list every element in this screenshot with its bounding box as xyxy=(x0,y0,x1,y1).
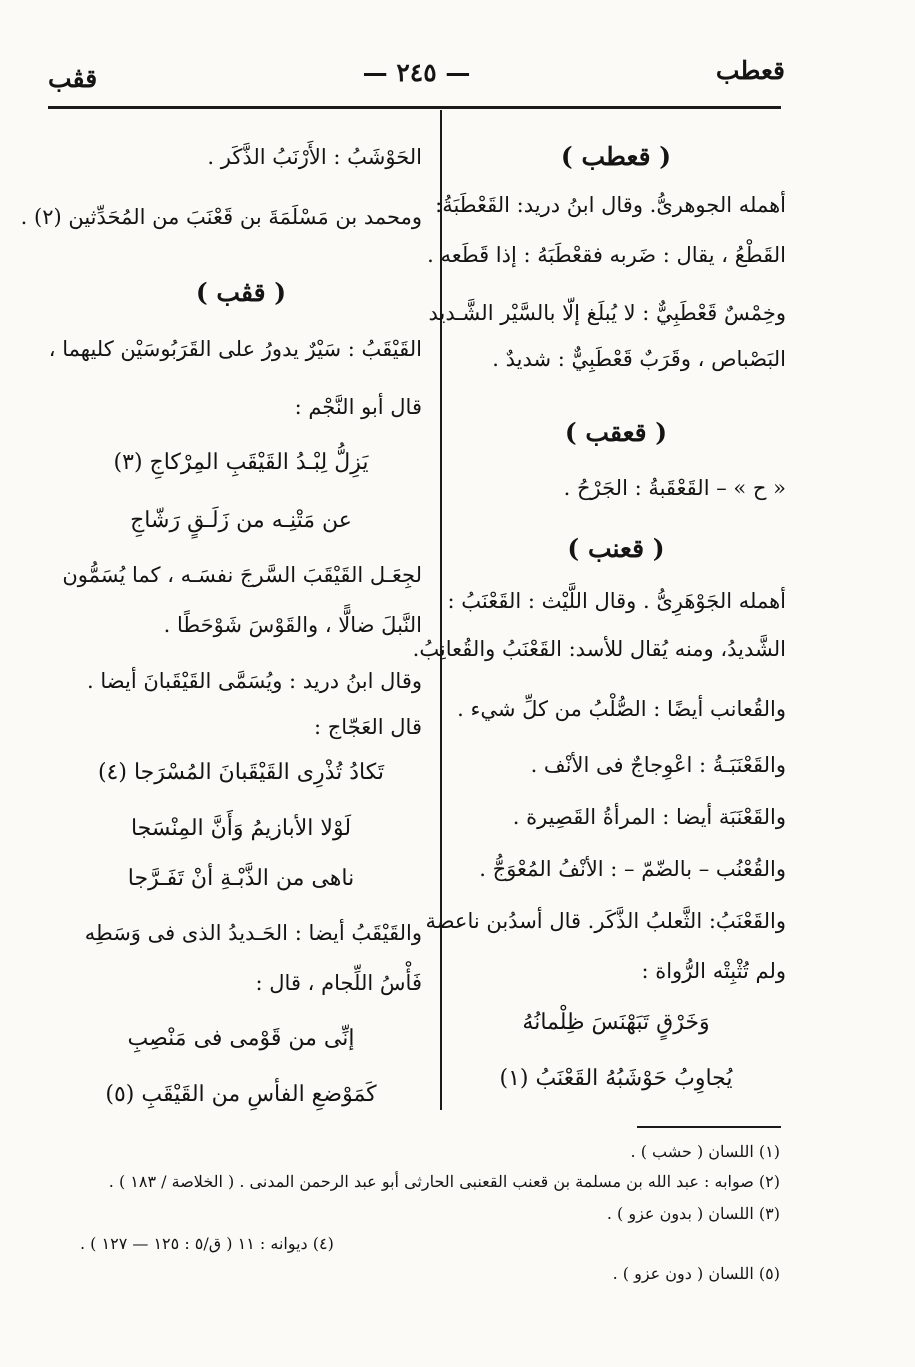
footnote-4: (٤) ديوانه : ١١ ( ق/٥ : ١٢٥ — ١٢٧ ) . xyxy=(80,1234,334,1253)
header-right-word: قعطب xyxy=(715,56,785,85)
text-line: « ح » – القَعْقَبةُ : الجَرْحُ . xyxy=(563,476,786,500)
page-number: — ٢٤٥ — xyxy=(362,58,471,87)
text-line: القَطْعُ ، يقال : ضَربه فقعْطَبَهُ : إذا قَطَعه . xyxy=(427,243,786,267)
text-line: الشَّديدُ، ومنه يُقال للأسد: القَعْنَبُ والقُعانِبُ. xyxy=(412,637,786,661)
footnote-rule xyxy=(637,1126,781,1128)
text-line: قال العَجّاج : xyxy=(314,715,422,739)
text-line: ولم تُثْبِتْه الرُّواة : xyxy=(641,959,786,983)
text-line: لجِعَـل القَيْقَبَ السَّرجَ نفسَـه ، كما يُسَمُّون xyxy=(62,563,422,587)
verse-line: ناهى من الذَّبْـةِ أنْ تَفَـرَّجا xyxy=(127,866,355,891)
header-rule xyxy=(48,106,781,109)
verse-line: تَكادُ تُذْرِى القَيْقَبانَ المُسْرَجا (٤) xyxy=(97,760,385,785)
footnote-5: (٥) اللسان ( دون عزو ) . xyxy=(612,1264,780,1283)
text-line: والقَعْنَبَة أيضا : المرأةُ القَصِيرة . xyxy=(512,805,786,829)
text-line: القَيْقَبُ : سَيْرٌ يدورُ على القَرَبُوسَيْن كليهما ، xyxy=(48,337,422,361)
entry-heading: ( قڤب ) xyxy=(195,278,287,307)
text-line: النَّبلَ ضالًّا ، والقَوْسَ شَوْحَطًا . xyxy=(163,613,422,637)
verse-line: يَزِلُّ لِبْـدُ القَيْقَبِ المِرْكاجِ (٣) xyxy=(113,450,369,475)
footnote-3: (٣) اللسان ( بدون عزو ) . xyxy=(606,1204,780,1223)
text-line: أهمله الجَوْهَرِىُّ . وقال اللَّيْث : القَعْنَبُ : xyxy=(447,589,786,613)
running-header xyxy=(48,52,785,98)
text-line: ومحمد بن مَسْلَمَةَ بن قَعْنَبَ من المُحَدِّثين (٢) . xyxy=(20,205,422,229)
text-line: والقَيْقَبُ أيضا : الحَـديدُ الذى فى وَسَطِه xyxy=(84,921,422,945)
entry-heading: ( قعقب ) xyxy=(564,418,668,447)
verse-line: وَخَرْقٍ تَبَهْنَسَ ظِلْمانُهُ xyxy=(522,1010,710,1035)
right-column xyxy=(412,130,786,1110)
verse-line: يُجاوِبُ حَوْشَبُهُ القَعْنَبُ (١) xyxy=(499,1066,733,1091)
header-left-word: قڤب xyxy=(48,64,98,93)
text-line: والقَعْنَبُ: الثَّعلبُ الذَّكَر. قال أسدُبن ناعصة xyxy=(425,909,786,933)
verse-line: عن مَتْنِـه من زَلَـقٍ رَشّاجِ xyxy=(130,508,352,533)
text-line: وخِمْسٌ قَعْطَبِيٌّ : لا يُبلَغ إلّا بالسَّيْر الشَّـديد xyxy=(428,301,786,325)
text-line: البَصْباص ، وقَرَبٌ قَعْطَبِيٌّ : شديدٌ . xyxy=(492,347,786,371)
left-column xyxy=(20,130,422,1110)
text-line: والقَعْنَبَـةُ : اعْوِجاجٌ فى الأنْف . xyxy=(530,753,786,777)
verse-line: إنِّى من قَوْمى فى مَنْصِبِ xyxy=(127,1026,355,1051)
text-line: أهمله الجوهرىُّ. وقال ابنُ دريد: القَعْطَبَةُ: xyxy=(435,193,786,217)
entry-heading: ( قعنب ) xyxy=(567,534,665,563)
text-line: فَأْسُ اللِّجام ، قال : xyxy=(255,971,422,995)
verse-line: كَمَوْضعِ الفأسِ من القَيْقَبِ (٥) xyxy=(105,1082,377,1107)
text-line: قال أبو النَّجْم : xyxy=(294,395,422,419)
text-line: والقُعْنُب – بالضّمّ – : الأنْفُ المُعْوَجُّ . xyxy=(479,857,786,881)
text-line: والقُعانب أيضًا : الصُّلْبُ من كلِّ شيء . xyxy=(457,697,786,721)
text-line: وقال ابنُ دريد : ويُسَمَّى القَيْقَبانَ أيضا . xyxy=(87,669,422,693)
footnote-2: (٢) صوابه : عبد الله بن مسلمة بن قعنب القعنبى الحارثى أبو عبد الرحمن المدنى . ( الخلاصة / ١٨٣ ) . xyxy=(108,1172,780,1191)
footnote-1: (١) اللسان ( حشب ) . xyxy=(630,1142,780,1161)
text-line: الحَوْشَبُ : الأَرْنَبُ الذَّكَر . xyxy=(207,145,422,169)
verse-line: لَوْلا الأبازيمُ وَأَنَّ المِنْسَجا xyxy=(130,816,352,841)
entry-heading: ( قعطب ) xyxy=(560,142,672,171)
